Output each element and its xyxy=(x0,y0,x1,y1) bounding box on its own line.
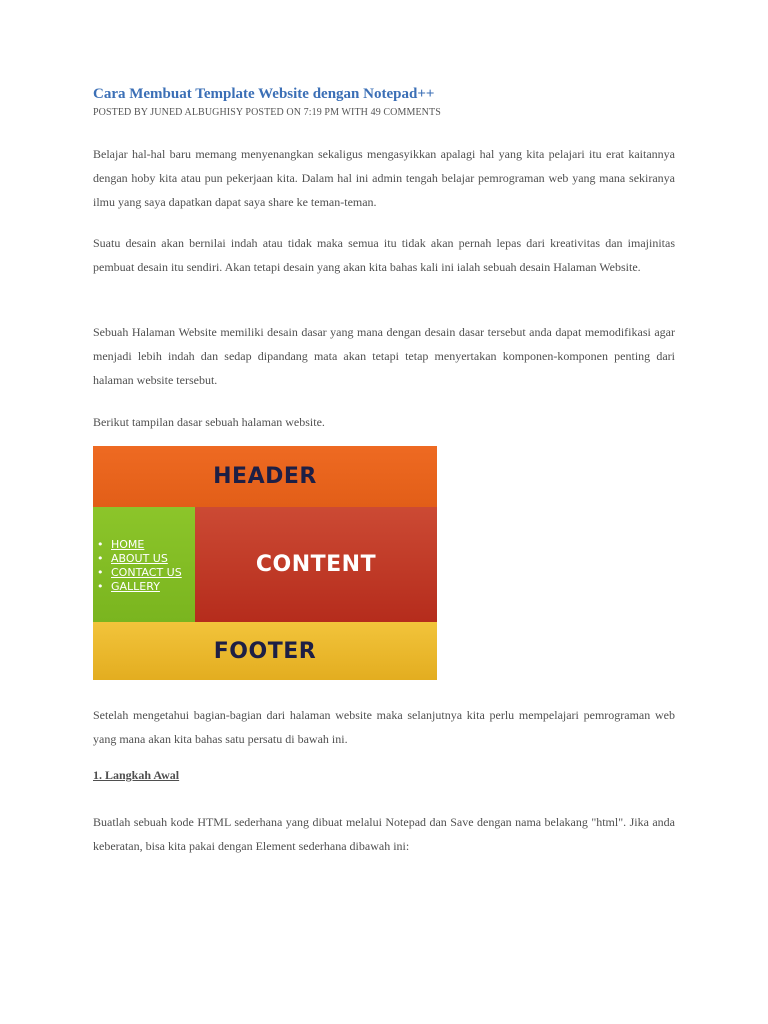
layout-header-label: HEADER xyxy=(213,464,317,489)
bullet-icon: • xyxy=(97,538,104,551)
paragraph-html-code: Buatlah sebuah kode HTML sederhana yang dibuat melalui Notepad dan Save dengan nama belakang "html". Jika anda keberatan, bisa kita pakai dengan Element sederhana dibawah ini: xyxy=(93,815,675,853)
paragraph-design: Suatu desain akan bernilai indah atau tidak maka semua itu tidak akan pernah lepas dari kreativitas dan imajinitas pembuat desain itu sendiri. Akan tetapi desain yang akan kita bahas kali ini ialah sebuah desain Halaman Website. xyxy=(93,236,675,274)
paragraph-next-steps: Setelah mengetahui bagian-bagian dari halaman website maka selanjutnya kita perlu mempelajari pemrograman web yang mana akan kita bahas satu persatu di bawah ini. xyxy=(93,708,675,746)
layout-nav-item xyxy=(97,580,182,594)
nav-item-about: ABOUT US xyxy=(111,552,168,565)
paragraph-basic-design: Sebuah Halaman Website memiliki desain dasar yang mana dengan desain dasar tersebut anda dapat memodifikasi agar menjadi lebih indah dan sedap dipandang mata akan tetapi tetap menyertakan komponen-komponen penting dari halaman website tersebut. xyxy=(93,325,675,387)
nav-item-contact: CONTACT US xyxy=(111,566,182,579)
bullet-icon: • xyxy=(97,566,104,579)
layout-nav-block xyxy=(93,507,195,622)
layout-header-block xyxy=(93,446,437,507)
layout-nav-list xyxy=(97,538,182,594)
layout-content-block xyxy=(195,507,437,622)
paragraph-intro: Belajar hal-hal baru memang menyenangkan sekaligus mengasyikkan apalagi hal yang kita pelajari itu erat kaitannya dengan hoby kita atau pun pekerjaan kita. Dalam hal ini admin tengah belajar pemrograman web yang mana sekiranya ilmu yang saya dapatkan dapat saya share ke teman-teman. xyxy=(93,147,675,209)
bullet-icon: • xyxy=(97,580,104,593)
layout-nav-item xyxy=(97,538,182,552)
nav-item-gallery: GALLERY xyxy=(111,580,160,593)
layout-nav-item xyxy=(97,552,182,566)
nav-item-home: HOME xyxy=(111,538,145,551)
post-meta: POSTED BY JUNED ALBUGHISY POSTED ON 7:19 PM WITH 49 COMMENTS xyxy=(93,107,441,118)
bullet-icon: • xyxy=(97,552,104,565)
layout-footer-label: FOOTER xyxy=(213,638,317,664)
paragraph-preview-intro: Berikut tampilan dasar sebuah halaman website. xyxy=(93,415,325,429)
section-heading: 1. Langkah Awal xyxy=(93,768,180,782)
layout-nav-item xyxy=(97,566,182,580)
layout-footer-block xyxy=(93,622,437,680)
layout-content-label: CONTENT xyxy=(255,552,377,577)
website-layout-diagram xyxy=(93,446,437,680)
article-title[interactable]: Cara Membuat Template Website dengan Notepad++ xyxy=(93,86,435,102)
